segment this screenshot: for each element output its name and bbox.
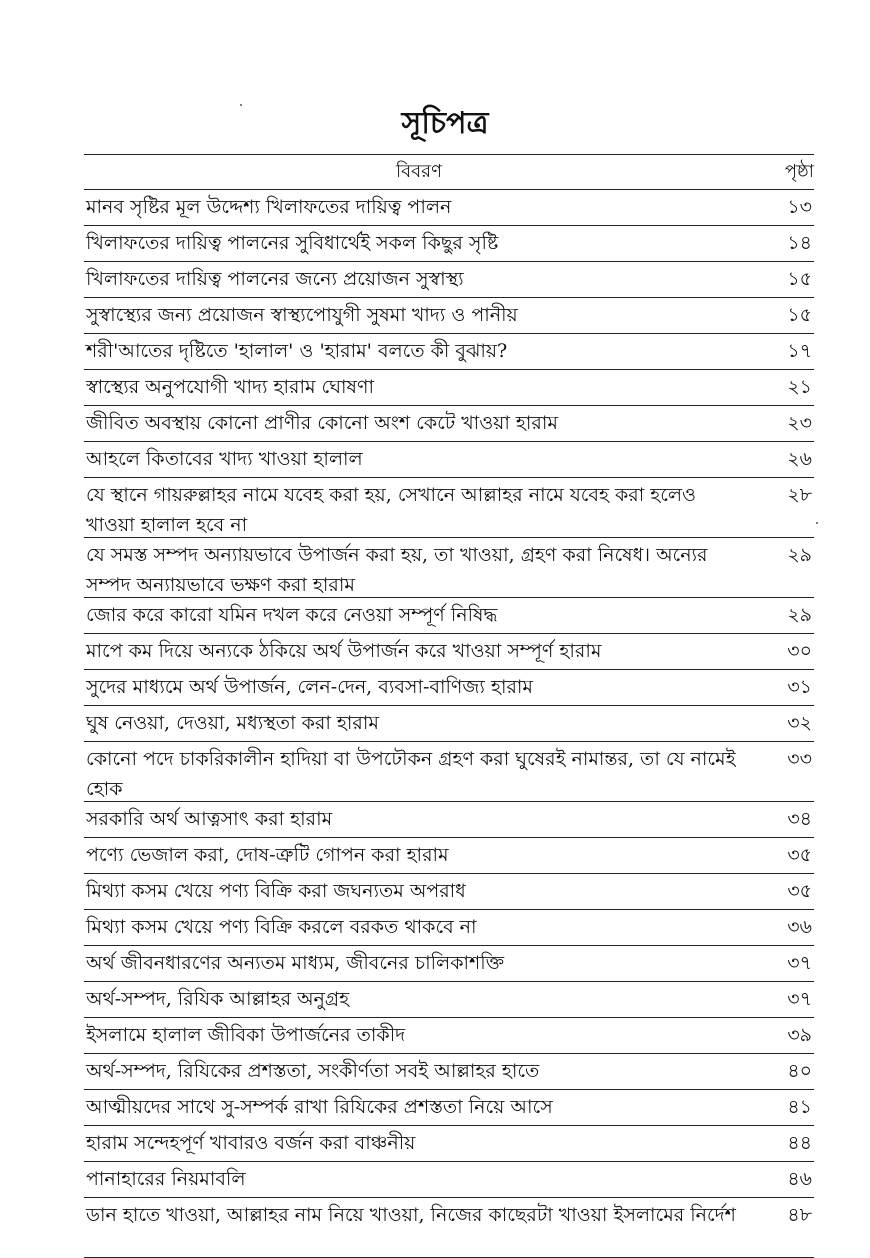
toc-entry-title: যে সমস্ত সম্পদ অন্যায়ভাবে উপার্জন করা হয়, তা খাওয়া, গ্রহণ করা নিষেধ। অন্যের সম্পদ অন্যায়ভাবে ভক্ষণ করা হারাম (86, 544, 708, 596)
toc-entry-page: ৪০ (787, 1060, 812, 1082)
toc-entry-page: ৩৯ (787, 1024, 812, 1046)
toc-entry-page: ২১ (787, 376, 812, 398)
toc-entry-page: ৩৫ (787, 880, 812, 902)
toc-entry-title: ইসলামে হালাল জীবিকা উপার্জনের তাকীদ (86, 1024, 406, 1046)
toc-entry (84, 334, 814, 370)
toc-entry-title: পানাহারের নিয়মাবলি (86, 1168, 246, 1190)
toc-entry (84, 1090, 814, 1126)
toc-entry-page: ২৮ (787, 484, 812, 506)
description-column-header: বিবরণ (396, 160, 442, 182)
toc-entry (84, 982, 814, 1018)
toc-entry (84, 874, 814, 910)
toc-entry (84, 598, 814, 634)
scan-speck (816, 522, 818, 524)
toc-entry-page: ৩৭ (787, 988, 812, 1010)
toc-entry-title: জোর করে কারো যমিন দখল করে নেওয়া সম্পূর্ণ নিষিদ্ধ (86, 604, 498, 626)
toc-entry (84, 1162, 814, 1198)
toc-entry-page: ৪৮ (787, 1204, 812, 1226)
toc-entry-page: ৪৬ (787, 1168, 812, 1190)
toc-entry-title: শরী'আতের দৃষ্টিতে 'হালাল' ও 'হারাম' বলতে কী বুঝায়? (86, 340, 508, 362)
toc-entry-title: অর্থ-সম্পদ, রিযিক আল্লাহর অনুগ্রহ (86, 988, 350, 1010)
toc-entry (84, 1126, 814, 1162)
toc-entry (84, 1018, 814, 1054)
toc-entry (84, 262, 814, 298)
toc-entry (84, 538, 814, 598)
toc-entry-page: ১৫ (787, 268, 812, 290)
toc-entry (84, 1054, 814, 1090)
toc-entry-page: ৩৩ (787, 748, 812, 770)
toc-entry-title: সরকারি অর্থ আত্নসাৎ করা হারাম (86, 808, 333, 830)
toc-entry-page: ৪১ (787, 1096, 812, 1118)
toc-entry-title: আত্মীয়দের সাথে সু-সম্পর্ক রাখা রিযিকের প্রশস্ততা নিয়ে আসে (86, 1096, 553, 1118)
toc-entry (84, 742, 814, 802)
toc-entry (84, 442, 814, 478)
toc-entry-page: ১৫ (787, 304, 812, 326)
toc-entry-title: মাপে কম দিয়ে অন্যকে ঠকিয়ে অর্থ উপার্জন করে খাওয়া সম্পূর্ণ হারাম (86, 640, 602, 662)
page-title: সূচিপত্র (401, 106, 489, 141)
toc-entry-title: মিথ্যা কসম খেয়ে পণ্য বিক্রি করা জঘন্যতম অপরাধ (86, 880, 466, 902)
toc-entry-title: অর্থ-সম্পদ, রিযিকের প্রশস্ততা, সংকীর্ণতা সবই আল্লাহর হাতে (86, 1060, 540, 1082)
toc-entry-title: মিথ্যা কসম খেয়ে পণ্য বিক্রি করলে বরকত থাকবে না (86, 916, 477, 938)
toc-entry-title: কোনো পদে চাকরিকালীন হাদিয়া বা উপঢৌকন গ্রহণ করা ঘুষেরই নামান্তর, তা যে নামেই হোক (86, 748, 736, 800)
toc-entry-title: খিলাফতের দায়িত্ব পালনের সুবিধার্থেই সকল কিছুর সৃষ্টি (86, 232, 499, 254)
toc-entry-title: ডান হাতে খাওয়া, আল্লাহর নাম নিয়ে খাওয়া, নিজের কাছেরটা খাওয়া ইসলামের নির্দেশ (86, 1204, 736, 1226)
toc-entry-page: ৩০ (787, 640, 812, 662)
toc-entry (84, 406, 814, 442)
toc-entry (84, 802, 814, 838)
toc-body (84, 190, 814, 1258)
toc-entry (84, 910, 814, 946)
toc-entry-page: ১৪ (787, 232, 812, 254)
toc-entry-title: সুদের মাধ্যমে অর্থ উপার্জন, লেন-দেন, ব্যবসা-বাণিজ্য হারাম (86, 676, 533, 698)
toc-entry-page: ৩৭ (787, 952, 812, 974)
toc-entry-title: যে স্থানে গায়রুল্লাহর নামে যবেহ করা হয়, সেখানে আল্লাহর নামে যবেহ করা হলেও খাওয়া হালাল হবে না (86, 484, 697, 536)
toc-entry-page: ৪৪ (787, 1132, 812, 1154)
toc-entry (84, 838, 814, 874)
toc-entry-page: ১৭ (787, 340, 812, 362)
toc-entry-page: ১৩ (787, 196, 812, 218)
toc-entry (84, 370, 814, 406)
toc-entry-title: মানব সৃষ্টির মূল উদ্দেশ্য খিলাফতের দায়িত্ব পালন (86, 196, 452, 218)
toc-entry-title: খিলাফতের দায়িত্ব পালনের জন্যে প্রয়োজন সুস্বাস্থ্য (86, 268, 464, 290)
toc-entry (84, 478, 814, 538)
scan-speck (240, 104, 242, 106)
toc-entry-page: ২৬ (787, 448, 812, 470)
toc-table (84, 154, 814, 1258)
toc-entry (84, 226, 814, 262)
toc-entry-page: ২৯ (787, 604, 812, 626)
toc-entry-title: জীবিত অবস্থায় কোনো প্রাণীর কোনো অংশ কেটে খাওয়া হারাম (86, 412, 558, 434)
toc-entry-title: সুস্বাস্থ্যের জন্য প্রয়োজন স্বাস্থ্যপোযুগী সুষমা খাদ্য ও পানীয় (86, 304, 518, 326)
toc-entry-title: ঘুষ নেওয়া, দেওয়া, মধ্যস্থতা করা হারাম (86, 712, 379, 734)
toc-entry-page: ৩২ (787, 712, 812, 734)
toc-entry-page: ২৯ (787, 544, 812, 566)
toc-entry (84, 634, 814, 670)
toc-entry-title: হারাম সন্দেহপূর্ণ খাবারও বর্জন করা বাঞ্চনীয় (86, 1132, 416, 1154)
toc-entry-title: পণ্যে ভেজাল করা, দোষ-ত্রুটি গোপন করা হারাম (86, 844, 449, 866)
page-column-header: পৃষ্ঠা (784, 160, 814, 182)
toc-entry (84, 706, 814, 742)
toc-entry (84, 946, 814, 982)
toc-entry (84, 1198, 814, 1258)
toc-entry-title: স্বাস্থ্যের অনুপযোগী খাদ্য হারাম ঘোষণা (86, 376, 374, 398)
toc-entry-page: ৩১ (787, 676, 812, 698)
toc-entry-page: ২৩ (787, 412, 812, 434)
toc-entry (84, 298, 814, 334)
toc-entry (84, 670, 814, 706)
toc-entry-page: ৩৫ (787, 844, 812, 866)
toc-entry-page: ৩৬ (787, 916, 812, 938)
toc-header-row (84, 155, 814, 190)
toc-entry-page: ৩৪ (787, 808, 812, 830)
toc-entry-title: আহলে কিতাবের খাদ্য খাওয়া হালাল (86, 448, 363, 470)
toc-entry (84, 190, 814, 226)
toc-entry-title: অর্থ জীবনধারণের অন্যতম মাধ্যম, জীবনের চালিকাশক্তি (86, 952, 505, 974)
